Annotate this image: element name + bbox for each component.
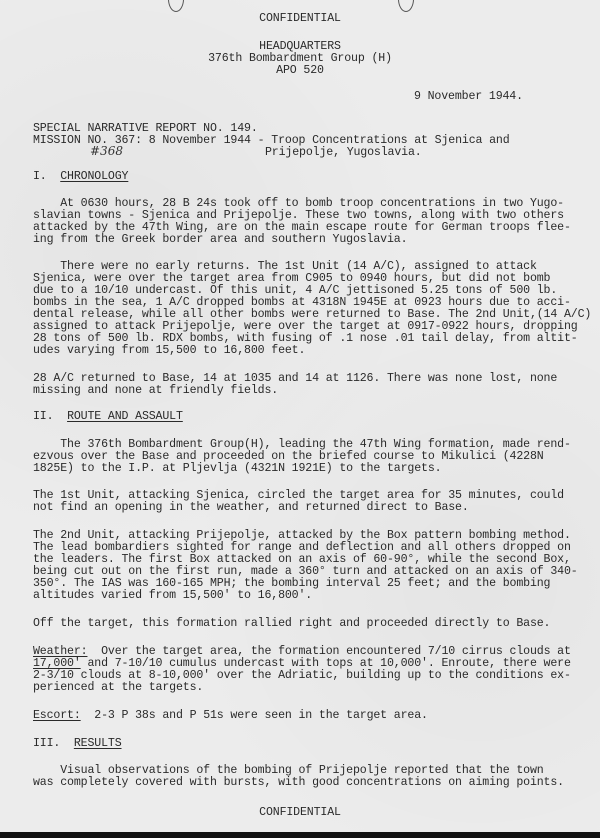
org-group: 376th Bombardment Group (H) — [208, 52, 392, 65]
text-line: ezvous over the Base and proceeded on the briefed course to Mikulici (4228N — [33, 450, 544, 463]
text-line: 350°. The IAS was 160-165 MPH; the bombing interval 25 feet; and the bombing — [33, 577, 551, 590]
text-line: not find an opening in the weather, and returned direct to Base. — [33, 501, 469, 514]
mission-dash: - — [257, 134, 265, 147]
punch-hole-left — [168, 0, 184, 12]
text-line: slavian towns - Sjenica and Prijepolje. These two towns, along with two others — [33, 209, 564, 222]
mission-label: MISSION NO. 367: 8 November 1944 — [33, 134, 251, 147]
text-line: udes varying from 15,500 to 16,800 feet. — [33, 344, 306, 357]
text-line: Visual observations of the bombing of Prijepolje reported that the town — [33, 764, 544, 777]
text-line: 2-3/10 clouds at 8-10,000' over the Adriatic, building up to the conditions ex- — [33, 669, 571, 682]
text-line: bombs in the sea, 1 A/C dropped bombs at 4318N 1945E at 0923 hours due to acci- — [33, 296, 571, 309]
text-line: There were no early returns. The 1st Unit (14 A/C), assigned to attack — [33, 260, 537, 273]
mission-subject-1: Troop Concentrations at Sjenica and — [271, 134, 510, 147]
text-line: assigned to attack Prijepolje, were over the target at 0917-0922 hours, dropping — [33, 320, 578, 333]
section-title: CHRONOLOGY — [60, 170, 129, 183]
escort-label: Escort: — [33, 709, 81, 722]
org-headquarters: HEADQUARTERS — [259, 40, 341, 53]
section-title: RESULTS — [73, 737, 122, 750]
report-date: 9 November 1944. — [414, 90, 523, 103]
scan-edge — [0, 832, 600, 838]
text-line: altitudes varied from 15,500' to 16,800'. — [33, 589, 313, 602]
weather-text: and 7-10/10 cumulus undercast with tops at 10,000'. Enroute, there were — [80, 657, 571, 670]
classification-bottom: CONFIDENTIAL — [259, 806, 341, 819]
text-line: 28 A/C returned to Base, 14 at 1035 and 14 at 1126. There was none lost, none — [33, 372, 558, 385]
report-title: SPECIAL NARRATIVE REPORT NO. 149. — [33, 122, 258, 135]
text-line: The 1st Unit, attacking Sjenica, circled the target area for 35 minutes, could — [33, 489, 564, 502]
weather-altitude: 17,000' — [33, 657, 81, 670]
weather-label: Weather: — [33, 645, 88, 658]
text-line: the leaders. The first Box attacked on an axis of 60-90°, while the second Box, — [33, 553, 571, 566]
text-line: The 2nd Unit, attacking Prijepolje, attacked by the Box pattern bombing method. — [33, 529, 571, 542]
section-numeral: II. — [33, 410, 54, 423]
section-heading-results — [33, 737, 122, 750]
text-line: dental release, while all other bombs were returned to Base. The 2nd Unit,(14 A/C) — [33, 308, 592, 321]
classification-top: CONFIDENTIAL — [259, 12, 341, 25]
text-line: being cut out on the first run, made a 360° turn and attacked on an axis of 340- — [33, 565, 578, 578]
section-heading-chronology — [33, 170, 128, 183]
escort-text: 2-3 P 38s and P 51s were seen in the target area. — [80, 709, 428, 722]
section-title: ROUTE AND ASSAULT — [67, 410, 183, 423]
text-line: was completely covered with bursts, with good concentrations on aiming points. — [33, 776, 564, 789]
text-line: The 376th Bombardment Group(H), leading the 47th Wing formation, made rend- — [33, 438, 571, 451]
text-line: Sjenica, were over the target area from C905 to 0940 hours, but did not bomb — [33, 272, 551, 285]
text-line: ing from the Greek border area and southern Yugoslavia. — [33, 233, 408, 246]
handwritten-mission-number: #368 — [90, 144, 123, 158]
section-heading-route — [33, 410, 183, 423]
text-line: missing and none at friendly fields. — [33, 384, 279, 397]
text-line: perienced at the targets. — [33, 681, 204, 694]
weather-text: Over the target area, the formation encountered 7/10 cirrus clouds at — [87, 645, 571, 658]
text-line: attacked by the 47th Wing, are on the main escape route for German troops flee- — [33, 221, 571, 234]
section-numeral: I. — [33, 170, 47, 183]
text-line: 1825E) to the I.P. at Pljevlja (4321N 1921E) to the targets. — [33, 462, 442, 475]
section-numeral: III. — [33, 737, 61, 750]
escort-line — [33, 709, 428, 722]
mission-subject-2: Prijepolje, Yugoslavia. — [265, 146, 422, 159]
text-line: due to a 10/10 undercast. Of this unit, 4 A/C jettisoned 5.25 tons of 500 lb. — [33, 284, 558, 297]
org-apo: APO 520 — [276, 64, 324, 77]
text-line: 28 tons of 500 lb. RDX bombs, with fusing of .1 nose .01 tail delay, from altit- — [33, 332, 578, 345]
punch-hole-right — [398, 0, 414, 12]
text-line: The lead bombardiers sighted for range and deflection and all others dropped on — [33, 541, 571, 554]
text-line: Off the target, this formation rallied right and proceeded directly to Base. — [33, 617, 551, 630]
text-line: At 0630 hours, 28 B 24s took off to bomb troop concentrations in two Yugo- — [33, 197, 564, 210]
